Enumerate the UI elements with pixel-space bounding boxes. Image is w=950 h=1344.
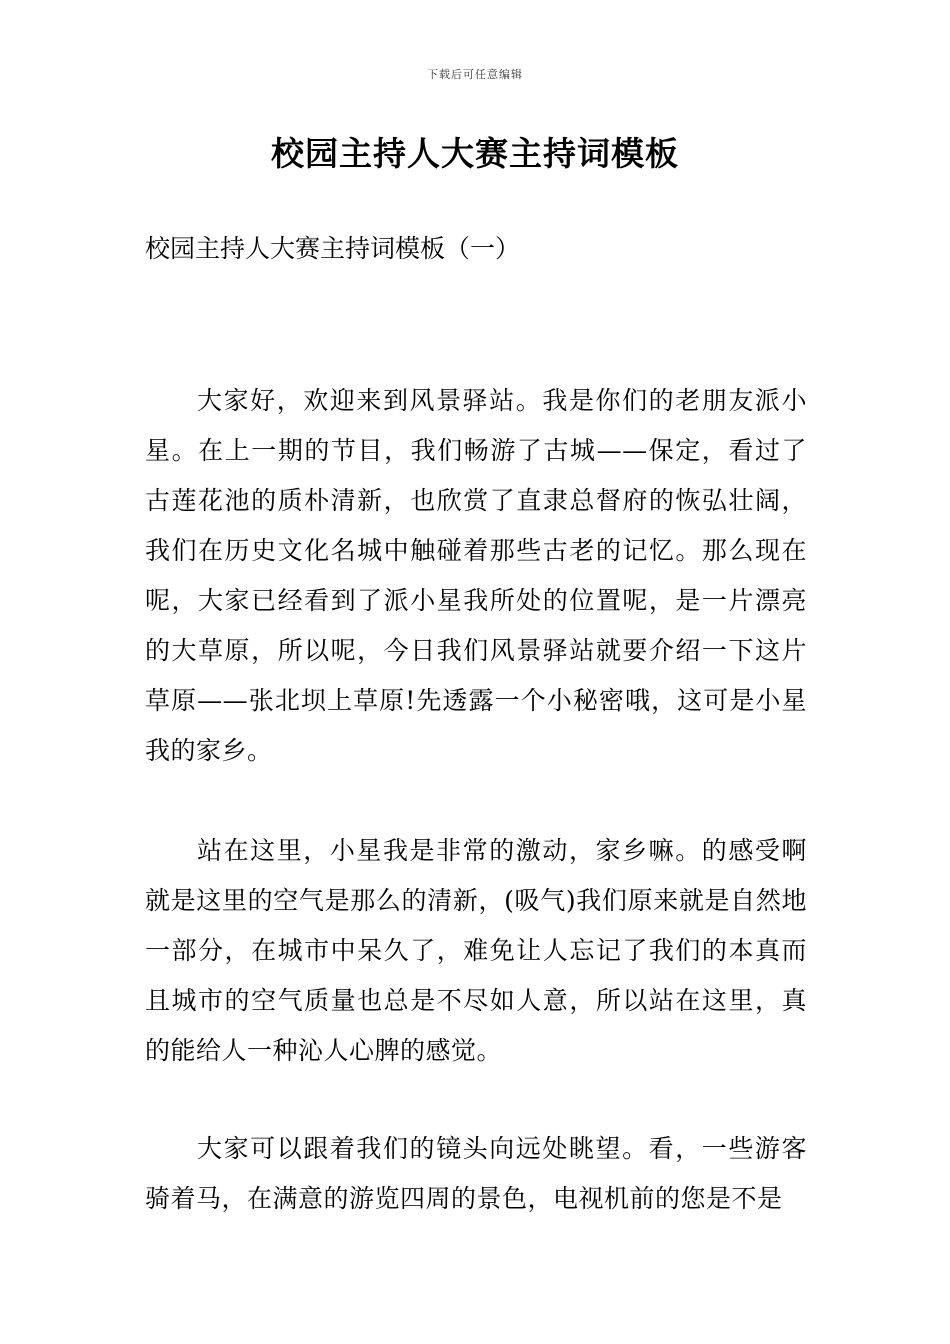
document-title: 校园主持人大赛主持词模板 <box>271 134 679 173</box>
paragraph-2: 站在这里，小星我是非常的激动，家乡嘛。的感受啊就是这里的空气是那么的清新，(吸气)我们原来就是自然地一部分，在城市中呆久了，难免让人忘记了我们的本真而且城市的空气质量也总是不尽如人意，所以站在这里，真的能给人一种沁人心脾的感觉。 <box>145 836 807 1065</box>
paragraph-3: 大家可以跟着我们的镜头向远处眺望。看，一些游客骑着马，在满意的游览四周的景色，电视机前的您是不是 <box>145 1134 807 1213</box>
document-subtitle: 校园主持人大赛主持词模板（一） <box>145 234 521 263</box>
paragraph-1: 大家好，欢迎来到风景驿站。我是你们的老朋友派小星。在上一期的节目，我们畅游了古城——保定，看过了古莲花池的质朴清新，也欣赏了直隶总督府的恢弘壮阔，我们在历史文化名城中触碰着那些古老的记忆。那么现在呢，大家已经看到了派小星我所处的位置呢，是一片漂亮的大草原，所以呢，今日我们风景驿站就要介绍一下这片草原——张北坝上草原!先透露一个小秘密哦，这可是小星我的家乡。 <box>145 386 807 765</box>
header-note: 下载后可任意编辑 <box>427 68 523 81</box>
